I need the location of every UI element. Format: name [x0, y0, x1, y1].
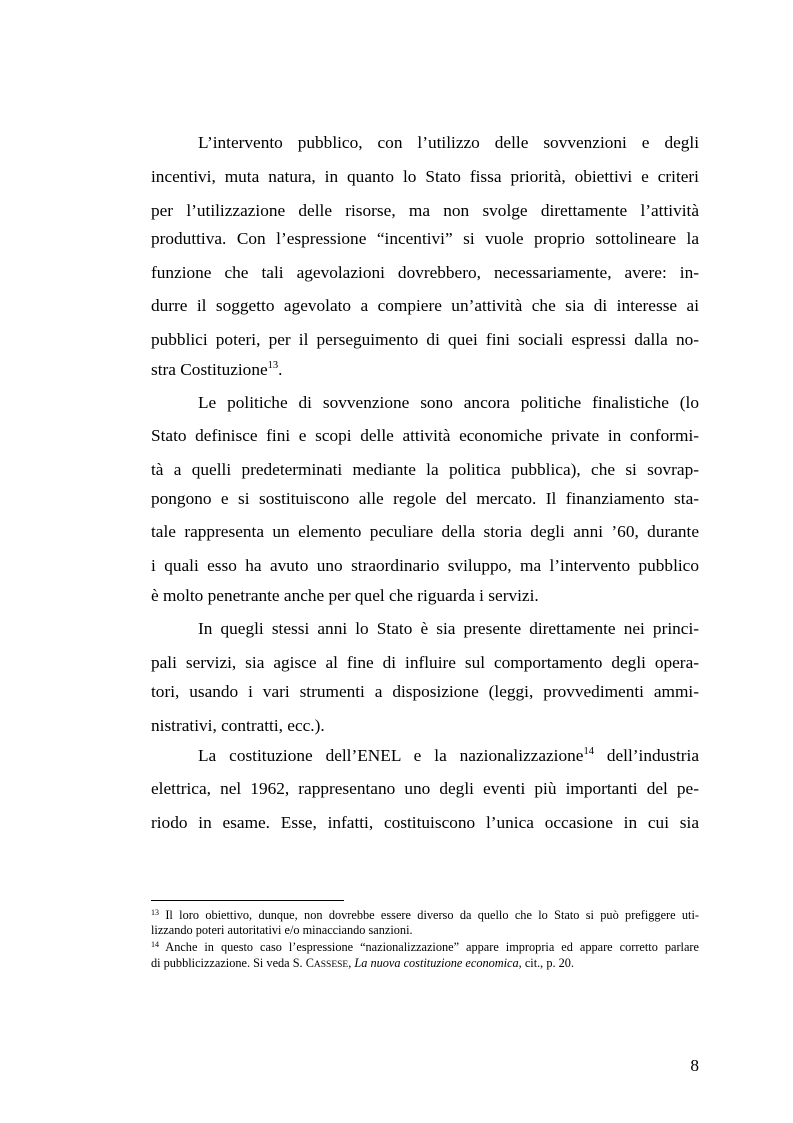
body-text-fragment: . — [278, 360, 283, 379]
body-text-line: i quali esso ha avuto uno straordinario sviluppo, ma l’intervento pubblico — [151, 556, 699, 575]
body-text-line: riodo in esame. Esse, infatti, costituiscono l’unica occasione in cui sia — [151, 813, 699, 832]
body-text-line — [198, 746, 699, 769]
body-text-line: è molto penetrante anche per quel che riguarda i servizi. — [151, 586, 539, 605]
footnote-reference[interactable]: 13 — [267, 360, 279, 371]
footnote-text: , cit., p. 20. — [518, 956, 575, 970]
footnote-13-line — [151, 908, 699, 924]
page-number: 8 — [690, 1056, 699, 1075]
body-text-fragment: dell’industria — [593, 746, 700, 765]
author-small-caps-initial: C — [305, 956, 314, 970]
body-text-line: Le politiche di sovvenzione sono ancora politiche finalistiche (lo — [198, 393, 699, 412]
body-text-line: pubblici poteri, per il perseguimento di quei fini sociali espressi dalla no- — [151, 330, 699, 349]
body-text-line: produttiva. Con l’espressione “incentivi” si vuole proprio sottolineare la — [151, 229, 699, 248]
body-text-line: tori, usando i vari strumenti a disposizione (leggi, provvedimenti ammi- — [151, 682, 699, 701]
body-text-line: L’intervento pubblico, con l’utilizzo delle sovvenzioni e degli — [198, 133, 699, 152]
footnote-14-line — [151, 940, 699, 956]
body-text-line: Stato definisce fini e scopi delle attività economiche private in conformi- — [151, 426, 699, 445]
footnote-text: Anche in questo caso l’espressione “nazionalizzazione” appare impropria ed appare corretto parlare — [159, 940, 699, 954]
body-text-line: pali servizi, sia agisce al fine di influire sul comportamento degli opera- — [151, 653, 699, 672]
body-text-line: In quegli stessi anni lo Stato è sia presente direttamente nei princi- — [198, 619, 699, 638]
footnote-text: di pubblicizzazione. Si veda S. — [151, 956, 306, 970]
body-text-line: elettrica, nel 1962, rappresentano uno degli eventi più importanti del pe- — [151, 779, 699, 798]
body-text-line: tà a quelli predeterminati mediante la politica pubblica), che si sovrap- — [151, 460, 699, 479]
footnote-separator — [151, 900, 344, 901]
body-text-fragment: La costituzione dell’ENEL e la nazionalizzazione — [198, 746, 584, 765]
body-text-line: pongono e si sostituiscono alle regole del mercato. Il finanziamento sta- — [151, 489, 699, 508]
footnote-number: 13 — [151, 908, 159, 917]
body-text-line — [151, 360, 699, 383]
footnote-number: 14 — [151, 940, 159, 949]
body-text-line: nistrativi, contratti, ecc.). — [151, 716, 325, 735]
author-small-caps-rest: ASSESE — [313, 960, 349, 970]
body-text-line: incentivi, muta natura, in quanto lo Stato fissa priorità, obiettivi e criteri — [151, 167, 699, 186]
body-text-line: tale rappresenta un elemento peculiare della storia degli anni ’60, durante — [151, 522, 699, 541]
footnote-reference[interactable]: 14 — [583, 746, 594, 757]
cited-work-title: La nuova costituzione economica — [354, 956, 519, 970]
body-text-fragment: stra Costituzione — [151, 360, 268, 379]
footnote-13-line: lizzando poteri autoritativi e/o minacciando sanzioni. — [151, 923, 413, 937]
footnote-text: Il loro obiettivo, dunque, non dovrebbe essere diverso da quello che lo Stato si può prefiggere uti- — [159, 908, 699, 922]
footnote-14-line — [151, 956, 699, 972]
body-text-line: durre il soggetto agevolato a compiere un’attività che sia di interesse ai — [151, 296, 699, 315]
body-text-line: funzione che tali agevolazioni dovrebbero, necessariamente, avere: in- — [151, 263, 699, 282]
body-text-line: per l’utilizzazione delle risorse, ma non svolge direttamente l’attività — [151, 201, 699, 220]
footnote-text: , — [348, 956, 355, 970]
